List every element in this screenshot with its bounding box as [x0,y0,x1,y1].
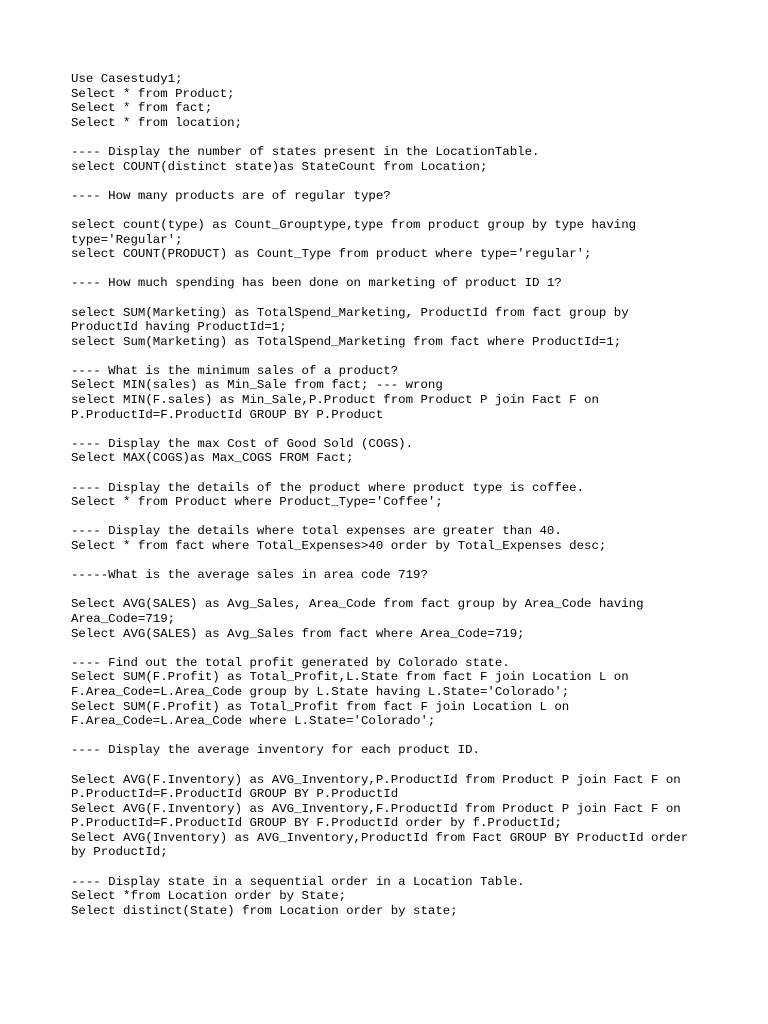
sql-code-line: Select MIN(sales) as Min_Sale from fact; --- wrong [71,378,443,393]
sql-code-line: Select AVG(F.Inventory) as AVG_Inventory,F.ProductId from Product P join Fact F on [71,801,681,816]
sql-code-line: Select * from fact; [71,101,213,116]
sql-code-line: Select AVG(Inventory) as AVG_Inventory,ProductId from Fact GROUP BY ProductId order [71,830,689,845]
sql-code-line: Select MAX(COGS)as Max_COGS FROM Fact; [71,451,354,466]
document-body [71,72,751,918]
sql-code-line: Select AVG(SALES) as Avg_Sales, Area_Code from fact group by Area_Code having [71,597,644,612]
sql-comment-line: ---- Display the details where total expenses are greater than 40. [71,524,562,539]
sql-code-line: select MIN(F.sales) as Min_Sale,P.Product from Product P join Fact F on [71,393,599,408]
blank-line [71,130,751,145]
sql-code-line: Select SUM(F.Profit) as Total_Profit,L.State from fact F join Location L on [71,670,629,685]
sql-code-line: type='Regular'; [71,232,183,247]
blank-line [71,203,751,218]
sql-code-line: Select * from Product where Product_Type='Coffee'; [71,495,443,510]
blank-line [71,758,751,773]
sql-code-line: select COUNT(distinct state)as StateCount from Location; [71,159,488,174]
sql-code-line: select SUM(Marketing) as TotalSpend_Marketing, ProductId from fact group by [71,305,629,320]
sql-comment-line: ---- Display the average inventory for each product ID. [71,743,480,758]
blank-line [71,860,751,875]
sql-comment-line: ---- Display the details of the product where product type is coffee. [71,480,585,495]
sql-code-line: P.ProductId=F.ProductId GROUP BY P.ProductId [71,787,399,802]
blank-line [71,291,751,306]
blank-line [71,554,751,569]
sql-code-line: Select * from fact where Total_Expenses>40 order by Total_Expenses desc; [71,539,607,553]
sql-code-line: Select AVG(F.Inventory) as AVG_Inventory,P.ProductId from Product P join Fact F on [71,772,681,787]
sql-comment-line: ---- Display state in a sequential order in a Location Table. [71,874,525,889]
sql-code-line: Use Casestudy1; [71,72,183,86]
sql-code-line: select Sum(Marketing) as TotalSpend_Marketing from fact where ProductId=1; [71,334,622,349]
blank-line [71,729,751,744]
sql-code-line: P.ProductId=F.ProductId GROUP BY F.ProductId order by f.ProductId; [71,816,562,831]
blank-line [71,422,751,437]
blank-line [71,262,751,277]
blank-line [71,466,751,481]
blank-line [71,510,751,525]
sql-comment-line: ---- Display the number of states present in the LocationTable. [71,144,540,159]
sql-comment-line: ---- What is the minimum sales of a product? [71,363,399,378]
sql-code-line: select count(type) as Count_Grouptype,type from product group by type having [71,217,637,232]
sql-code-line: ProductId having ProductId=1; [71,320,287,335]
blank-line [71,174,751,189]
sql-code-line: Select distinct(State) from Location order by state; [71,903,458,918]
sql-comment-line: ---- Find out the total profit generated by Colorado state. [71,655,510,670]
sql-comment-line: ---- How many products are of regular type? [71,188,391,203]
sql-code-line: Select * from Product; [71,86,235,101]
sql-code-line: F.Area_Code=L.Area_Code group by L.State having L.State='Colorado'; [71,684,570,699]
sql-code-line: Area_Code=719; [71,611,176,626]
sql-comment-line: ---- Display the max Cost of Good Sold (COGS). [71,436,414,451]
blank-line [71,349,751,364]
sql-code-line: by ProductId; [71,845,168,860]
sql-comment-line: -----What is the average sales in area code 719? [71,568,428,583]
sql-code-line: Select AVG(SALES) as Avg_Sales from fact where Area_Code=719; [71,626,525,641]
blank-line [71,583,751,598]
sql-code-line: Select * from location; [71,115,243,130]
sql-code-line: Select *from Location order by State; [71,889,347,904]
sql-code-line: select COUNT(PRODUCT) as Count_Type from product where type='regular'; [71,247,592,262]
sql-comment-line: ---- How much spending has been done on marketing of product ID 1? [71,276,562,291]
blank-line [71,641,751,656]
sql-code-line: Select SUM(F.Profit) as Total_Profit from fact F join Location L on [71,699,570,714]
sql-code-line: F.Area_Code=L.Area_Code where L.State='Colorado'; [71,714,436,729]
sql-code-line: P.ProductId=F.ProductId GROUP BY P.Product [71,407,384,422]
